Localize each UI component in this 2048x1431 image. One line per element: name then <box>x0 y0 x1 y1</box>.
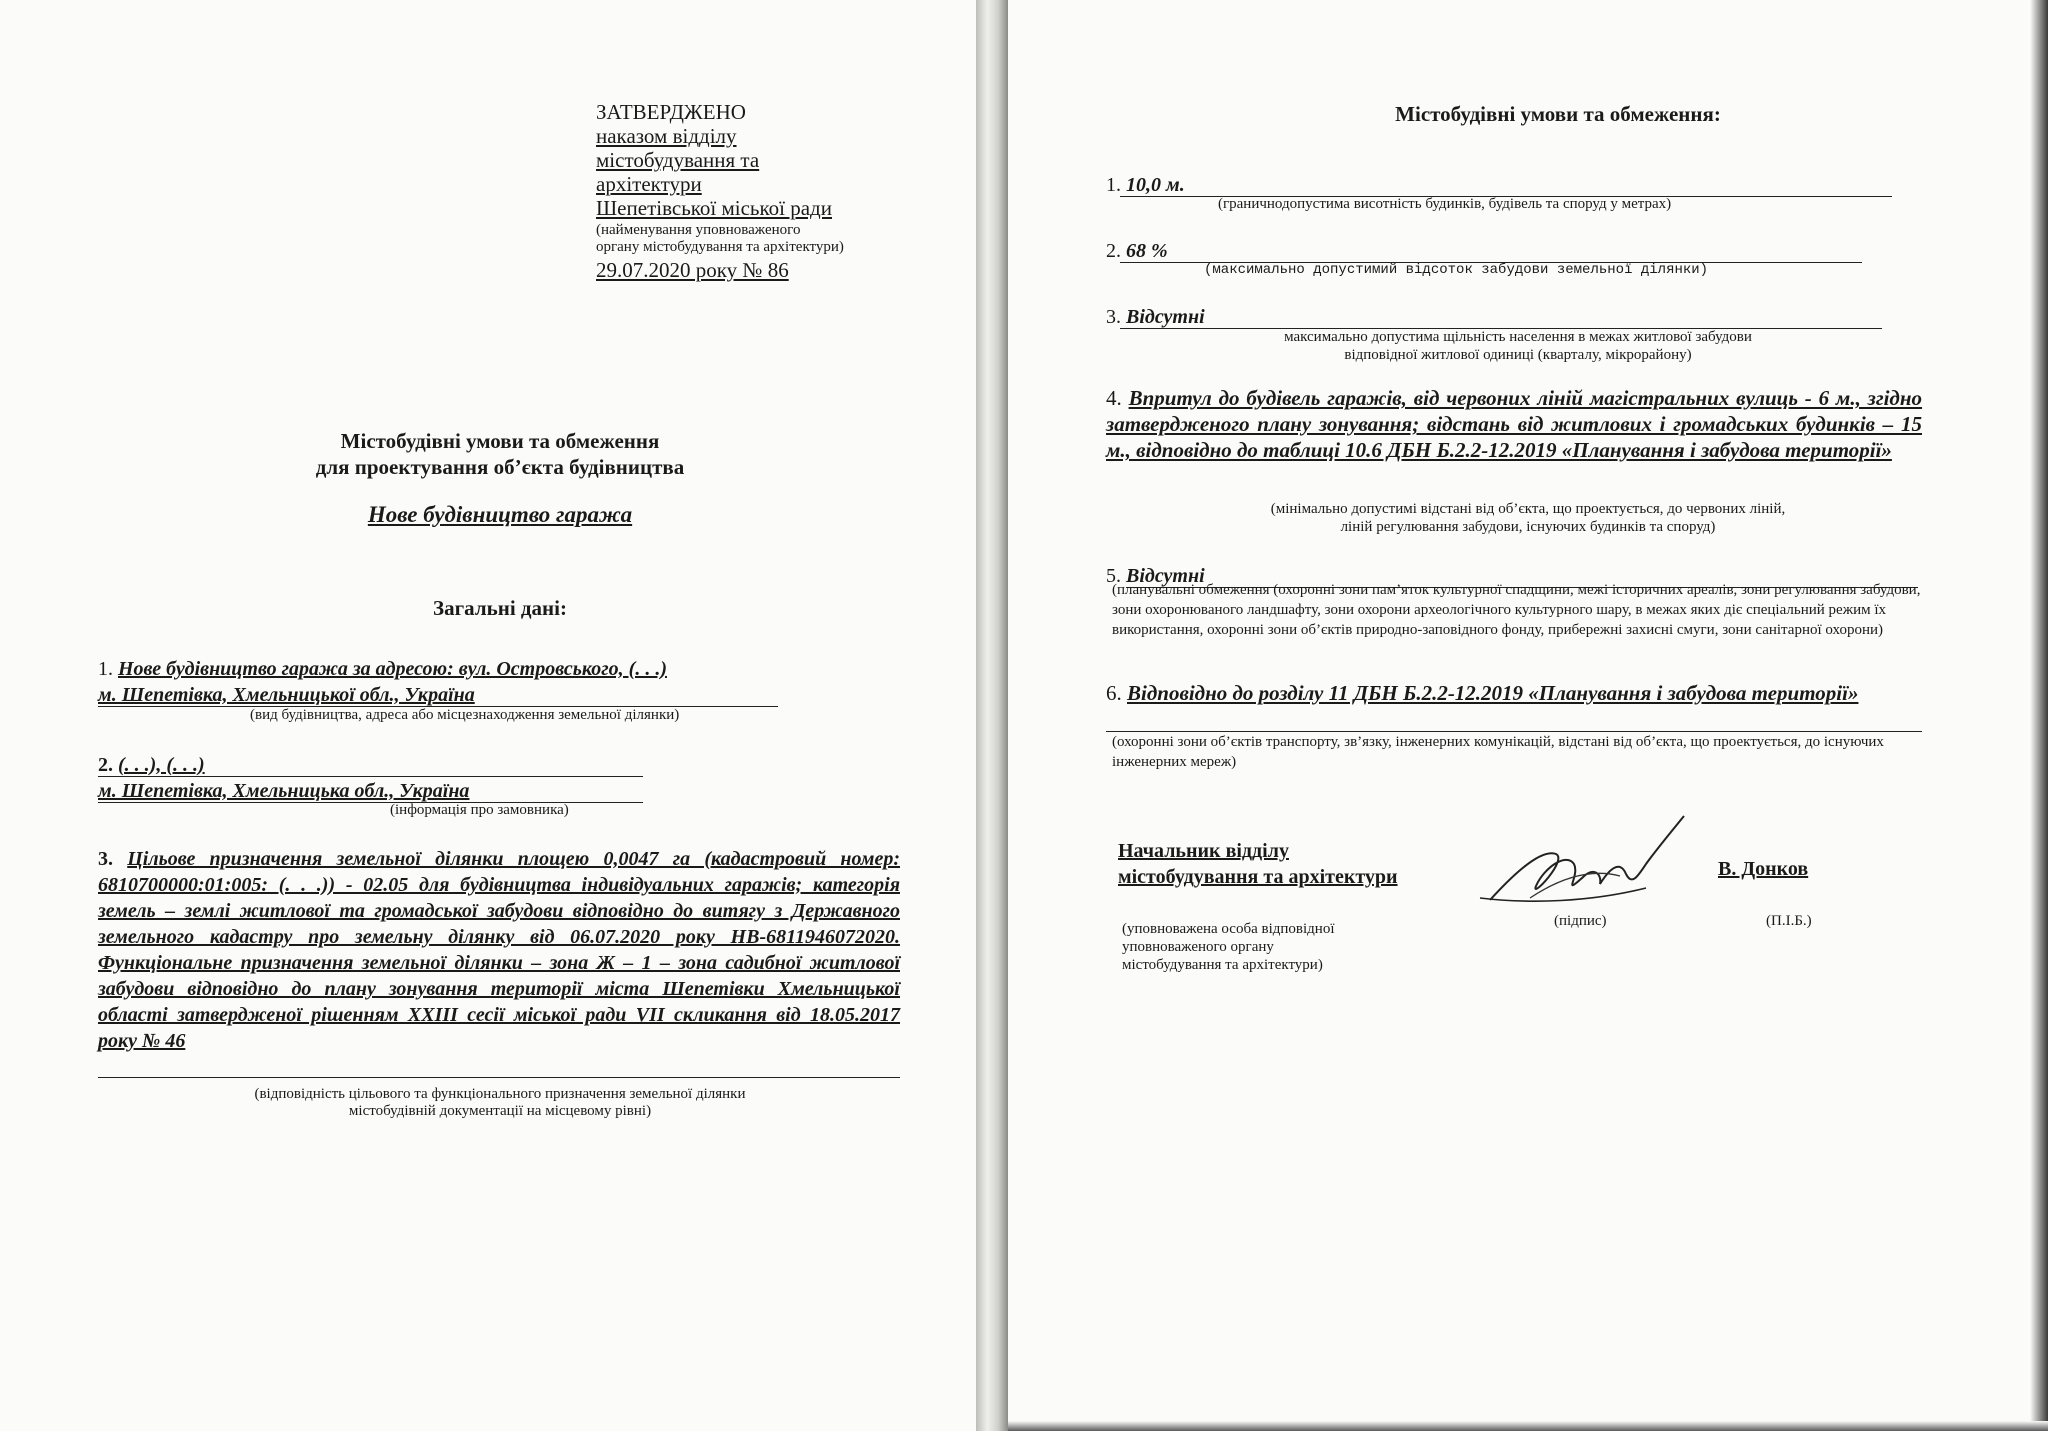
document-title <box>200 428 800 480</box>
condition-2 <box>1106 238 1906 264</box>
left-page <box>0 0 976 1431</box>
position-line-2: містобудування та архітектури <box>1118 866 1398 888</box>
condition-6 <box>1106 680 1922 707</box>
condition-4 <box>1106 385 1922 463</box>
condition-1 <box>1106 172 1906 198</box>
condition-3-hint-1: максимально допустима щільність населення в межах житлової забудови <box>1284 329 1752 345</box>
item-3-hint <box>160 1086 840 1120</box>
page-edge-shadow <box>2030 0 2048 1431</box>
item-3-hint-1: (відповідність цільового та функціонального призначення земельної ділянки <box>254 1086 746 1102</box>
title-line-2: для проектування об’єкта будівництва <box>315 455 685 479</box>
signature-position-hint <box>1122 920 1335 974</box>
approval-line-2: містобудування та <box>596 148 760 172</box>
signature-sign-hint: (підпис) <box>1554 913 1607 929</box>
approval-hint-1: (найменування уповноваженого <box>596 222 801 238</box>
condition-5-num: 5. <box>1106 565 1121 587</box>
general-item-1 <box>98 656 898 708</box>
item-3-hint-2: містобудівній документації на місцевому рівні) <box>348 1103 652 1119</box>
condition-3 <box>1106 304 1906 330</box>
item-2-num: 2. <box>98 754 113 776</box>
general-heading: Загальні дані: <box>433 596 567 620</box>
signature-name-hint: (П.І.Б.) <box>1766 913 1812 929</box>
item-2-line-2: м. Шепетівка, Хмельницька обл., Україна <box>98 780 470 802</box>
condition-4-num: 4. <box>1106 386 1122 410</box>
page-bottom-shadow <box>1008 1421 2048 1431</box>
item-1-num: 1. <box>98 658 113 680</box>
condition-5-value: Відсутні <box>1126 565 1205 587</box>
item-2-hint: (інформація про замовника) <box>390 802 569 818</box>
item-3-underline <box>98 1077 900 1078</box>
position-hint-3: містобудування та архітектури) <box>1122 957 1323 973</box>
item-1-line-1: Нове будівництво гаража за адресою: вул. Островського, (. . .) <box>118 658 667 680</box>
approval-date: 29.07.2020 року № 86 <box>596 258 789 282</box>
condition-3-value: Відсутні <box>1126 306 1205 328</box>
approval-line-1: наказом відділу <box>596 124 737 148</box>
condition-2-hint: (максимально допустимий відсоток забудови земельної ділянки) <box>1204 262 1709 278</box>
condition-6-hint: (охоронні зони об’єктів транспорту, зв’язку, інженерних комунікацій, відстані від об’єкта, що проектується, до існуючих інженерних мереж) <box>1112 734 1884 770</box>
condition-2-value: 68 % <box>1126 240 1168 262</box>
condition-4-hint <box>1168 500 1888 536</box>
condition-3-hint-2: відповідної житлової одиниці (кварталу, мікрорайону) <box>1344 347 1692 363</box>
condition-2-num: 2. <box>1106 240 1121 262</box>
page-gutter <box>976 0 1008 1431</box>
condition-6-value: Відповідно до розділу 11 ДБН Б.2.2-12.2019 «Планування і забудова території» <box>1127 681 1859 705</box>
item-2-underline-1 <box>98 776 643 777</box>
item-3-num: 3. <box>98 848 113 870</box>
approval-title: ЗАТВЕРДЖЕНО <box>596 100 746 124</box>
condition-6-num: 6. <box>1106 681 1122 705</box>
general-item-3 <box>98 846 900 1054</box>
general-item-2 <box>98 752 798 804</box>
signatory-position <box>1118 838 1398 890</box>
condition-1-hint: (граничнодопустима висотність будинків, будівель та споруд у метрах) <box>1218 196 1672 212</box>
conditions-heading: Містобудівні умови та обмеження: <box>1395 102 1721 126</box>
signatory-name: В. Донков <box>1718 858 1809 880</box>
title-line-1: Містобудівні умови та обмеження <box>340 429 660 453</box>
item-2-line-1: (. . .), (. . .) <box>118 754 205 776</box>
condition-1-value: 10,0 м. <box>1126 174 1185 196</box>
approval-block <box>596 100 936 282</box>
condition-5-hint: (планувальні обмеження (охоронні зони пам’яток культурної спадщини, межі історичних ареалів, зони регулювання забудови, зони охоронюваного ландшафту, зони охорони археологічного культурного шару, в межах яких діє спеціальний режим їх використання, охоронні зони об’єктів природно-заповідного фонду, прибережні захисні смуги, зони санітарної охорони) <box>1112 582 1921 638</box>
condition-3-hint <box>1168 328 1868 364</box>
condition-1-num: 1. <box>1106 174 1121 196</box>
item-1-line-2: м. Шепетівка, Хмельницької обл., Україна <box>98 684 475 706</box>
position-hint-1: (уповноважена особа відповідної <box>1122 921 1335 937</box>
approval-hint-2: органу містобудування та архітектури) <box>596 239 844 255</box>
condition-4-hint-1: (мінімально допустимі відстані від об’єкта, що проектується, до червоних ліній, <box>1270 501 1786 517</box>
condition-4-hint-2: ліній регулювання забудови, існуючих будинків та споруд) <box>1340 519 1716 535</box>
object-name: Нове будівництво гаража <box>367 502 633 527</box>
item-1-hint: (вид будівництва, адреса або місцезнаходження земельної ділянки) <box>250 707 680 723</box>
position-line-1: Начальник відділу <box>1118 840 1289 862</box>
item-3-text: Цільове призначення земельної ділянки площею 0,0047 га (кадастровий номер: 6810700000:01:005: (. . .)) - 02.05 для будівництва індивідуальних гаражів; категорія земель – землі житлової та громадської забудови відповідно до витягу з Державного земельного кадастру про земельну ділянку від 06.07.2020 року НВ-6811946072020. Функціональне призначення земельної ділянки – зона Ж – 1 – зона садибної житлової забудови відповідно до плану зонування території міста Шепетівки Хмельницької області затвердженої рішенням XXIII сесії міської ради VII скликання від 18.05.2017 року № 46 <box>98 848 900 1052</box>
signature-image <box>1470 808 1710 918</box>
approval-line-3: архітектури <box>596 172 702 196</box>
approval-line-4: Шепетівської міської ради <box>596 196 832 220</box>
condition-3-num: 3. <box>1106 306 1121 328</box>
right-page <box>1008 0 2048 1431</box>
position-hint-2: уповноваженого органу <box>1122 939 1274 955</box>
condition-4-value: Впритул до будівель гаражів, від червоних ліній магістральних вулиць - 6 м., згідно затвердженого плану зонування; відстань від житлових і громадських будинків – 15 м., відповідно до таблиці 10.6 ДБН Б.2.2-12.2019 «Планування і забудова території» <box>1106 386 1922 462</box>
